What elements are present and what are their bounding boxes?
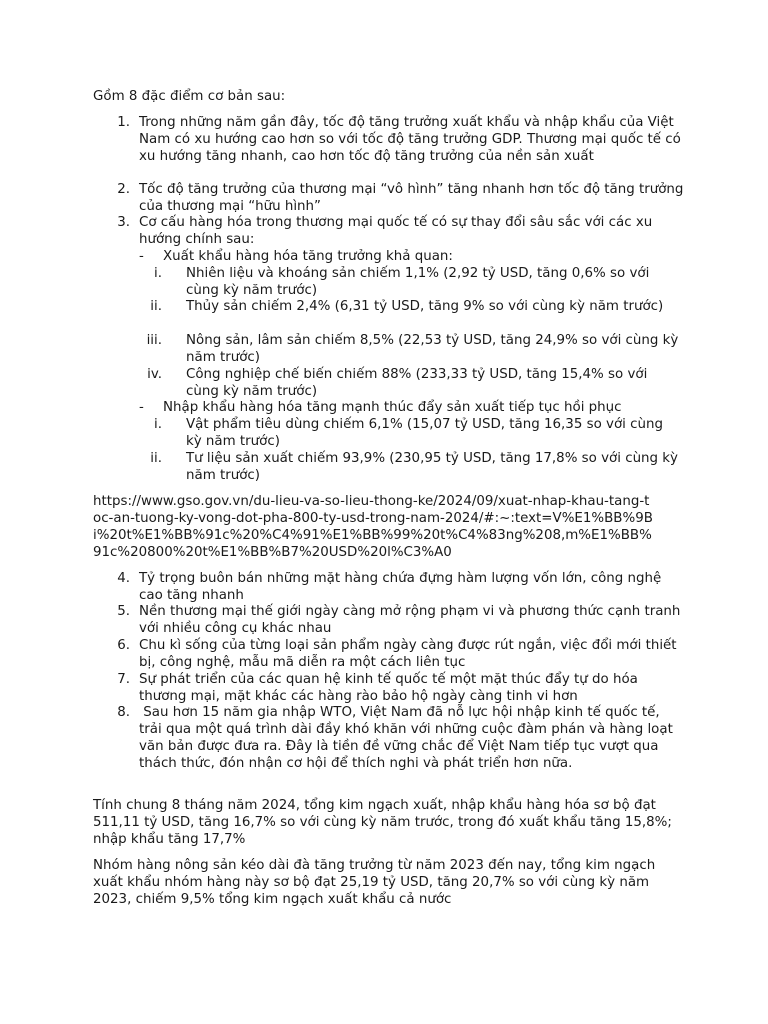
item-text: Chu kì sống của từng loại sản phẩm ngày càng được rút ngắn, việc đổi mới thiết bị, công nghệ, mẫu mã diễn ra một cách liên tục <box>139 638 677 670</box>
roman-number: i. <box>154 417 162 432</box>
item-text: Tỷ trọng buôn bán những mặt hàng chứa đựng hàm lượng vốn lớn, công nghệ cao tăng nhanh <box>139 571 662 603</box>
roman-number: ii. <box>150 299 162 314</box>
dash-bullet: - <box>139 249 144 264</box>
item-number: 1. <box>117 115 130 130</box>
item-text: Tốc độ tăng trưởng của thương mại “vô hình” tăng nhanh hơn tốc độ tăng trưởng của thương mại “hữu hình” <box>139 182 684 214</box>
item-number: 7. <box>117 672 130 687</box>
item-number: 4. <box>117 571 130 586</box>
export-heading: Xuất khẩu hàng hóa tăng trưởng khả quan: <box>163 249 453 264</box>
item-number: 8. <box>117 705 130 720</box>
export-item: Công nghiệp chế biến chiếm 88% (233,33 tỷ USD, tăng 15,4% so với cùng kỳ năm trước) <box>186 367 648 399</box>
roman-number: iv. <box>147 367 162 382</box>
summary-paragraph: Tính chung 8 tháng năm 2024, tổng kim ngạch xuất, nhập khẩu hàng hóa sơ bộ đạt 511,11 tỷ USD, tăng 16,7% so với cùng kỳ năm trước, trong đó xuất khẩu tăng 15,8%; nhập khẩu tăng 17,7% <box>93 798 672 847</box>
item-number: 5. <box>117 604 130 619</box>
roman-number: ii. <box>150 451 162 466</box>
item-number: 2. <box>117 182 130 197</box>
item-text: Cơ cấu hàng hóa trong thương mại quốc tế có sự thay đổi sâu sắc với các xu hướng chính sau: <box>139 215 653 247</box>
export-item: Nhiên liệu và khoáng sản chiếm 1,1% (2,92 tỷ USD, tăng 0,6% so với cùng kỳ năm trước) <box>186 266 650 298</box>
item-number: 6. <box>117 638 130 653</box>
roman-number: iii. <box>146 333 162 348</box>
roman-number: i. <box>154 266 162 281</box>
item-text: Nền thương mại thế giới ngày càng mở rộng phạm vi và phương thức cạnh tranh với nhiều công cụ khác nhau <box>139 604 681 636</box>
import-item: Tư liệu sản xuất chiếm 93,9% (230,95 tỷ USD, tăng 17,8% so với cùng kỳ năm trước) <box>186 451 678 483</box>
item-text: Sự phát triển của các quan hệ kinh tế quốc tế một mặt thúc đẩy tự do hóa thương mại, mặt khác các hàng rào bảo hộ ngày càng tinh vi hơn <box>139 672 638 704</box>
import-item: Vật phẩm tiêu dùng chiếm 6,1% (15,07 tỷ USD, tăng 16,35 so với cùng kỳ năm trước) <box>186 417 663 449</box>
import-heading: Nhập khẩu hàng hóa tăng mạnh thúc đẩy sản xuất tiếp tục hồi phục <box>163 400 622 415</box>
item-number: 3. <box>117 215 130 230</box>
item-text: Sau hơn 15 năm gia nhập WTO, Việt Nam đã nỗ lực hội nhập kinh tế quốc tế, trải qua một quá trình dài đầy khó khăn với những cuộc đàm phán và hàng loạt văn bản được đưa ra. Đây là tiền đề vững chắc để Việt Nam tiếp tục vượt qua thách thức, đón nhận cơ hội để thích nghi và phát triển hơn nữa. <box>139 705 678 771</box>
item-text: Trong những năm gần đây, tốc độ tăng trưởng xuất khẩu và nhập khẩu của Việt Nam có xu hướng cao hơn so với tốc độ tăng trưởng GDP. Thương mại quốc tế có xu hướng tăng nhanh, cao hơn tốc độ tăng trưởng của nền sản xuất <box>139 115 681 164</box>
dash-bullet: - <box>139 400 144 415</box>
source-link[interactable]: https://www.gso.gov.vn/du-lieu-va-so-lieu-thong-ke/2024/09/xuat-nhap-khau-tang-toc-an-tuong-ky-vong-dot-pha-800-ty-usd-trong-nam-2024/#:~:text=V%E1%BB%9Bi%20t%E1%BB%91c%20%C4%91%E1%BB%99%20t%C4%83ng%208,m%E1%BB%91c%20800%20t%E1%BB%B7%20USD%20l%C3%A0 <box>93 494 653 560</box>
export-item: Nông sản, lâm sản chiếm 8,5% (22,53 tỷ USD, tăng 24,9% so với cùng kỳ năm trước) <box>186 333 679 365</box>
intro-line: Gồm 8 đặc điểm cơ bản sau: <box>93 89 286 104</box>
agriculture-paragraph: Nhóm hàng nông sản kéo dài đà tăng trưởng từ năm 2023 đến nay, tổng kim ngạch xuất khẩu nhóm hàng này sơ bộ đạt 25,19 tỷ USD, tăng 20,7% so với cùng kỳ năm 2023, chiếm 9,5% tổng kim ngạch xuất khẩu cả nước <box>93 858 656 907</box>
export-item: Thủy sản chiếm 2,4% (6,31 tỷ USD, tăng 9% so với cùng kỳ năm trước) <box>186 299 664 314</box>
